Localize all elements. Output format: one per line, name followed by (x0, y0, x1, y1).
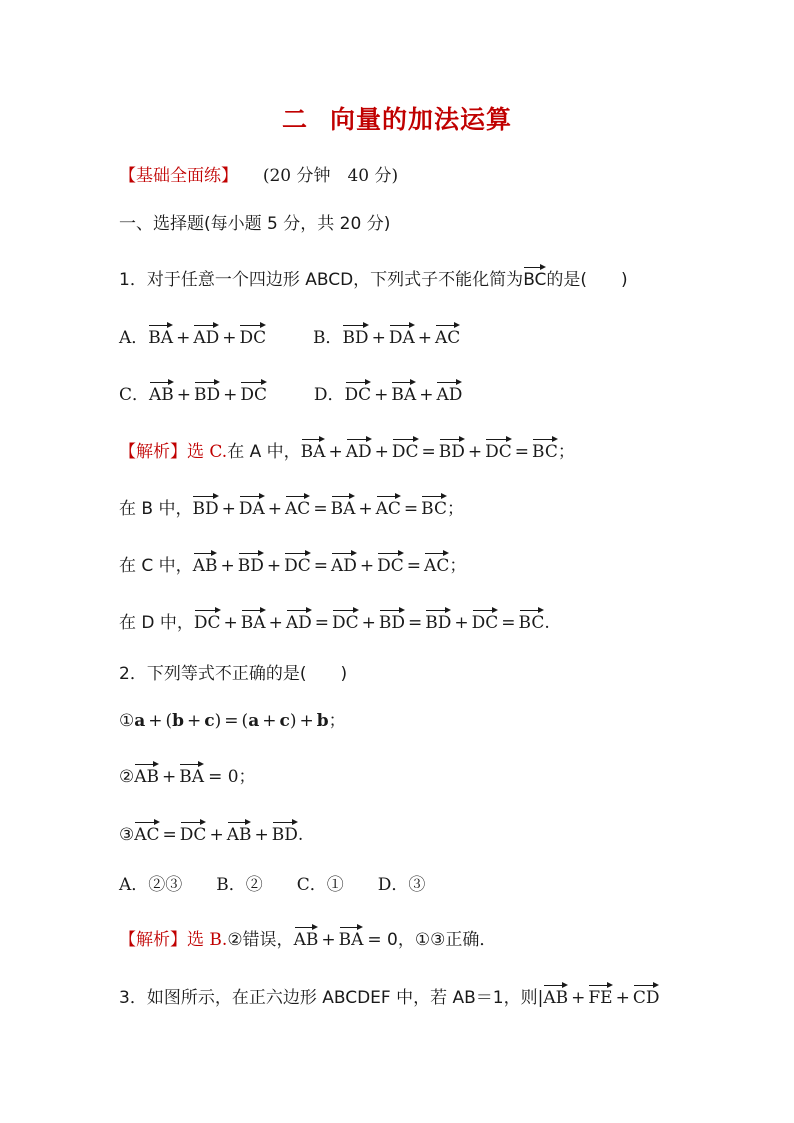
vector-ad: AD (193, 320, 219, 350)
vector-da: DA (389, 320, 415, 350)
vector-bd: BD (425, 605, 451, 635)
q2-stem: 2．下列等式不正确的是( ) (119, 664, 348, 684)
vector-bd: BD (342, 320, 368, 350)
vector-dc: DC (485, 434, 512, 464)
vector-dc: DC (392, 434, 419, 464)
vector-dc: DC (472, 605, 499, 635)
q2-statement-1: ①a + (b + c) = (a + c) + b； (119, 711, 346, 731)
vector-bd: BD (439, 434, 465, 464)
q1-stem: 1．对于任意一个四边形 ABCD，下列式子不能化简为BC的是( ) (119, 262, 628, 292)
q2-option-c: C．① (296, 875, 344, 895)
vector-dc: DC (239, 320, 266, 350)
vector-ba: BA (391, 377, 416, 407)
solution-choice: 选 C. (187, 442, 228, 462)
vector-dc: DC (240, 377, 267, 407)
q1-solution-line-a: 【解析】选 C.在 A 中，BA + AD + DC = BD + DC = BC； (119, 434, 575, 464)
q1-options-row2 (119, 377, 462, 407)
q1-solution-line-d: 在 D 中，DC + BA + AD = DC + BD = BD + DC = BC. (119, 605, 550, 635)
solution-tag: 【解析】 (119, 442, 187, 462)
vector-dc: DC (345, 377, 372, 407)
title-section-number: 二 (281, 105, 308, 134)
vector-ac: AC (435, 320, 460, 350)
q2-solution: 【解析】选 B.②错误，AB + BA = 0，①③正确． (119, 922, 496, 952)
vector-bc: BC (523, 262, 546, 292)
vector-ab: AB (227, 817, 252, 847)
vector-da: DA (239, 491, 265, 521)
vector-bc: BC (421, 491, 447, 521)
vector-ac: AC (376, 491, 401, 521)
vector-bd: BD (192, 491, 218, 521)
vector-ba: BA (179, 759, 204, 789)
solution-choice: 选 B. (187, 930, 228, 950)
vector-ba: BA (339, 922, 364, 952)
vector-ac: AC (424, 548, 449, 578)
q2-option-d: D．③ (377, 875, 426, 895)
vector-fe: FE (588, 980, 612, 1010)
vector-dc: DC (284, 548, 311, 578)
vector-ad: AD (436, 377, 462, 407)
vector-bd: BD (379, 605, 405, 635)
vector-dc: DC (194, 605, 221, 635)
vector-dc: DC (180, 817, 207, 847)
vector-dc: DC (377, 548, 404, 578)
q1-option-c: C．AB + BD + DC (119, 385, 272, 405)
question-group-heading: 一、选择题(每小题 5 分，共 20 分) (119, 214, 391, 234)
vector-bd: BD (194, 377, 220, 407)
title-text: 向量的加法运算 (330, 105, 513, 134)
section-tag: 【基础全面练】 (119, 166, 238, 186)
vector-ba: BA (241, 605, 266, 635)
q1-solution-line-c: 在 C 中，AB + BD + DC = AD + DC = AC； (119, 548, 466, 578)
section-header (119, 164, 398, 188)
vector-bc: BC (519, 605, 545, 635)
vector-ab: AB (543, 980, 568, 1010)
vector-ac: AC (285, 491, 310, 521)
q1-option-d: D．DC + BA + AD (314, 385, 462, 405)
vector-cd: CD (633, 980, 660, 1010)
q3-stem: 3．如图所示，在正六边形 ABCDEF 中，若 AB＝1，则|AB + FE + CD (119, 980, 659, 1010)
vector-ba: BA (301, 434, 326, 464)
q2-statement-3: ③AC = DC + AB + BD. (119, 817, 303, 847)
q2-option-a: A．②③ (119, 875, 183, 895)
vector-ad: AD (346, 434, 372, 464)
q1-options-row1 (119, 320, 460, 350)
q2-option-b: B．② (216, 875, 263, 895)
vector-ad: AD (331, 548, 357, 578)
vector-bc: BC (532, 434, 558, 464)
vector-ab: AB (193, 548, 218, 578)
vector-ab: AB (149, 377, 174, 407)
q1-option-b: B．BD + DA + AC (313, 328, 460, 348)
section-time: (20 分钟 40 分) (262, 166, 399, 186)
q1-solution-line-b: 在 B 中，BD + DA + AC = BA + AC = BC； (119, 491, 464, 521)
vector-ad: AD (286, 605, 312, 635)
vector-bd: BD (238, 548, 264, 578)
vector-ac: AC (134, 817, 159, 847)
vector-ab: AB (294, 922, 319, 952)
vector-ba: BA (148, 320, 173, 350)
vector-ab: AB (134, 759, 159, 789)
solution-tag: 【解析】 (119, 930, 187, 950)
q2-statement-2: ②AB + BA = 0； (119, 759, 256, 789)
vector-ba: BA (331, 491, 356, 521)
vector-bd: BD (272, 817, 298, 847)
page-title (0, 100, 794, 136)
q2-options (119, 873, 425, 897)
vector-dc: DC (332, 605, 359, 635)
q1-option-a: A．BA + AD + DC (119, 328, 272, 348)
